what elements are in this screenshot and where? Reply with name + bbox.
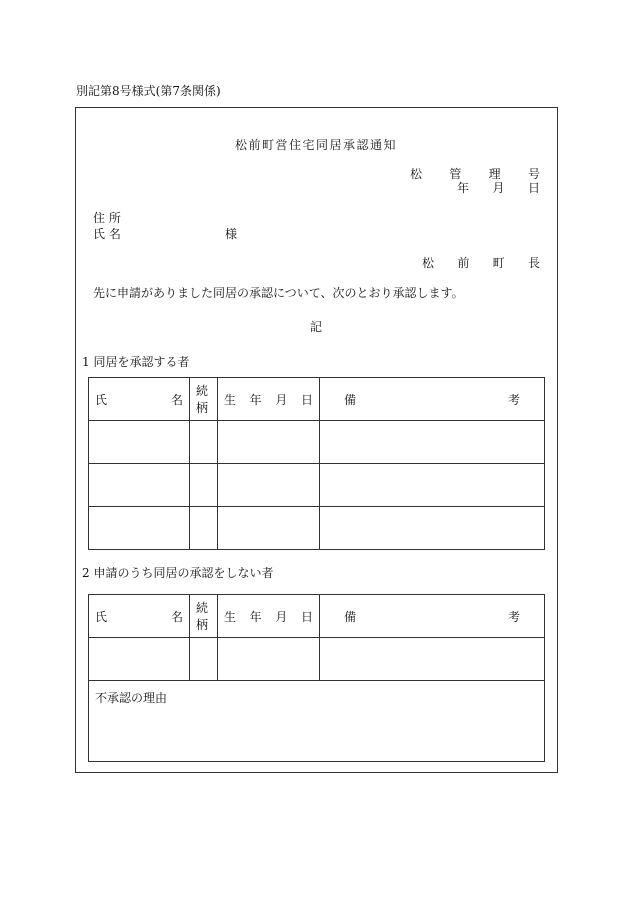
relation-cell[interactable] [190,464,218,507]
ref-char: 松 [410,167,423,181]
name-row [93,227,238,241]
header-relation: 続柄 [190,378,218,421]
sender-char: 松 [422,256,435,270]
ref-char: 号 [527,167,540,181]
name-label: 氏 名 [93,227,121,241]
reference-number [410,167,540,181]
date-day: 日 [527,181,540,195]
form-label: 別記第8号様式(第7条関係) [76,84,221,98]
ref-char: 理 [488,167,501,181]
header-name: 氏 名 [89,378,190,421]
document-title: 松前町営住宅同居承認通知 [234,138,397,152]
header-relation: 続柄 [190,595,218,638]
relation-cell[interactable] [190,507,218,550]
remarks-cell[interactable] [320,638,545,681]
name-cell[interactable] [89,464,190,507]
notice-body: 先に申請がありました同居の承認について、次のとおり承認します。 [93,286,464,300]
date-line [457,181,540,195]
header-name: 氏 名 [89,595,190,638]
remarks-cell[interactable] [320,421,545,464]
remarks-cell[interactable] [320,464,545,507]
table-header-row [89,378,545,421]
ref-char: 管 [449,167,462,181]
birthdate-cell[interactable] [218,638,320,681]
table-row [89,421,545,464]
name-cell[interactable] [89,421,190,464]
reason-label: 不承認の理由 [95,691,168,705]
ki-heading: 記 [309,320,322,334]
reason-row [89,681,545,762]
date-month: 月 [492,181,505,195]
birthdate-cell[interactable] [218,464,320,507]
sender-char: 長 [527,256,540,270]
table-header-row [89,595,545,638]
sender-char: 町 [492,256,505,270]
birthdate-cell[interactable] [218,507,320,550]
date-year: 年 [457,181,470,195]
rejected-persons-table [88,594,545,762]
sender-char: 前 [457,256,470,270]
table-row [89,507,545,550]
table-row [89,464,545,507]
reason-cell[interactable] [89,681,545,762]
honorific: 様 [225,227,238,241]
name-cell[interactable] [89,638,190,681]
sender [422,256,540,270]
birthdate-cell[interactable] [218,421,320,464]
section1-heading: 1 同居を承認する者 [82,355,190,369]
relation-cell[interactable] [190,638,218,681]
address-label: 住 所 [93,211,121,225]
approved-persons-table [88,377,545,550]
name-cell[interactable] [89,507,190,550]
header-remarks: 備 考 [320,595,545,638]
header-remarks: 備 考 [320,378,545,421]
address-row [93,211,121,225]
section2-heading: 2 申請のうち同居の承認をしない者 [82,566,274,580]
relation-cell[interactable] [190,421,218,464]
remarks-cell[interactable] [320,507,545,550]
table-row [89,638,545,681]
header-birthdate: 生 年 月 日 [218,595,320,638]
header-birthdate: 生 年 月 日 [218,378,320,421]
